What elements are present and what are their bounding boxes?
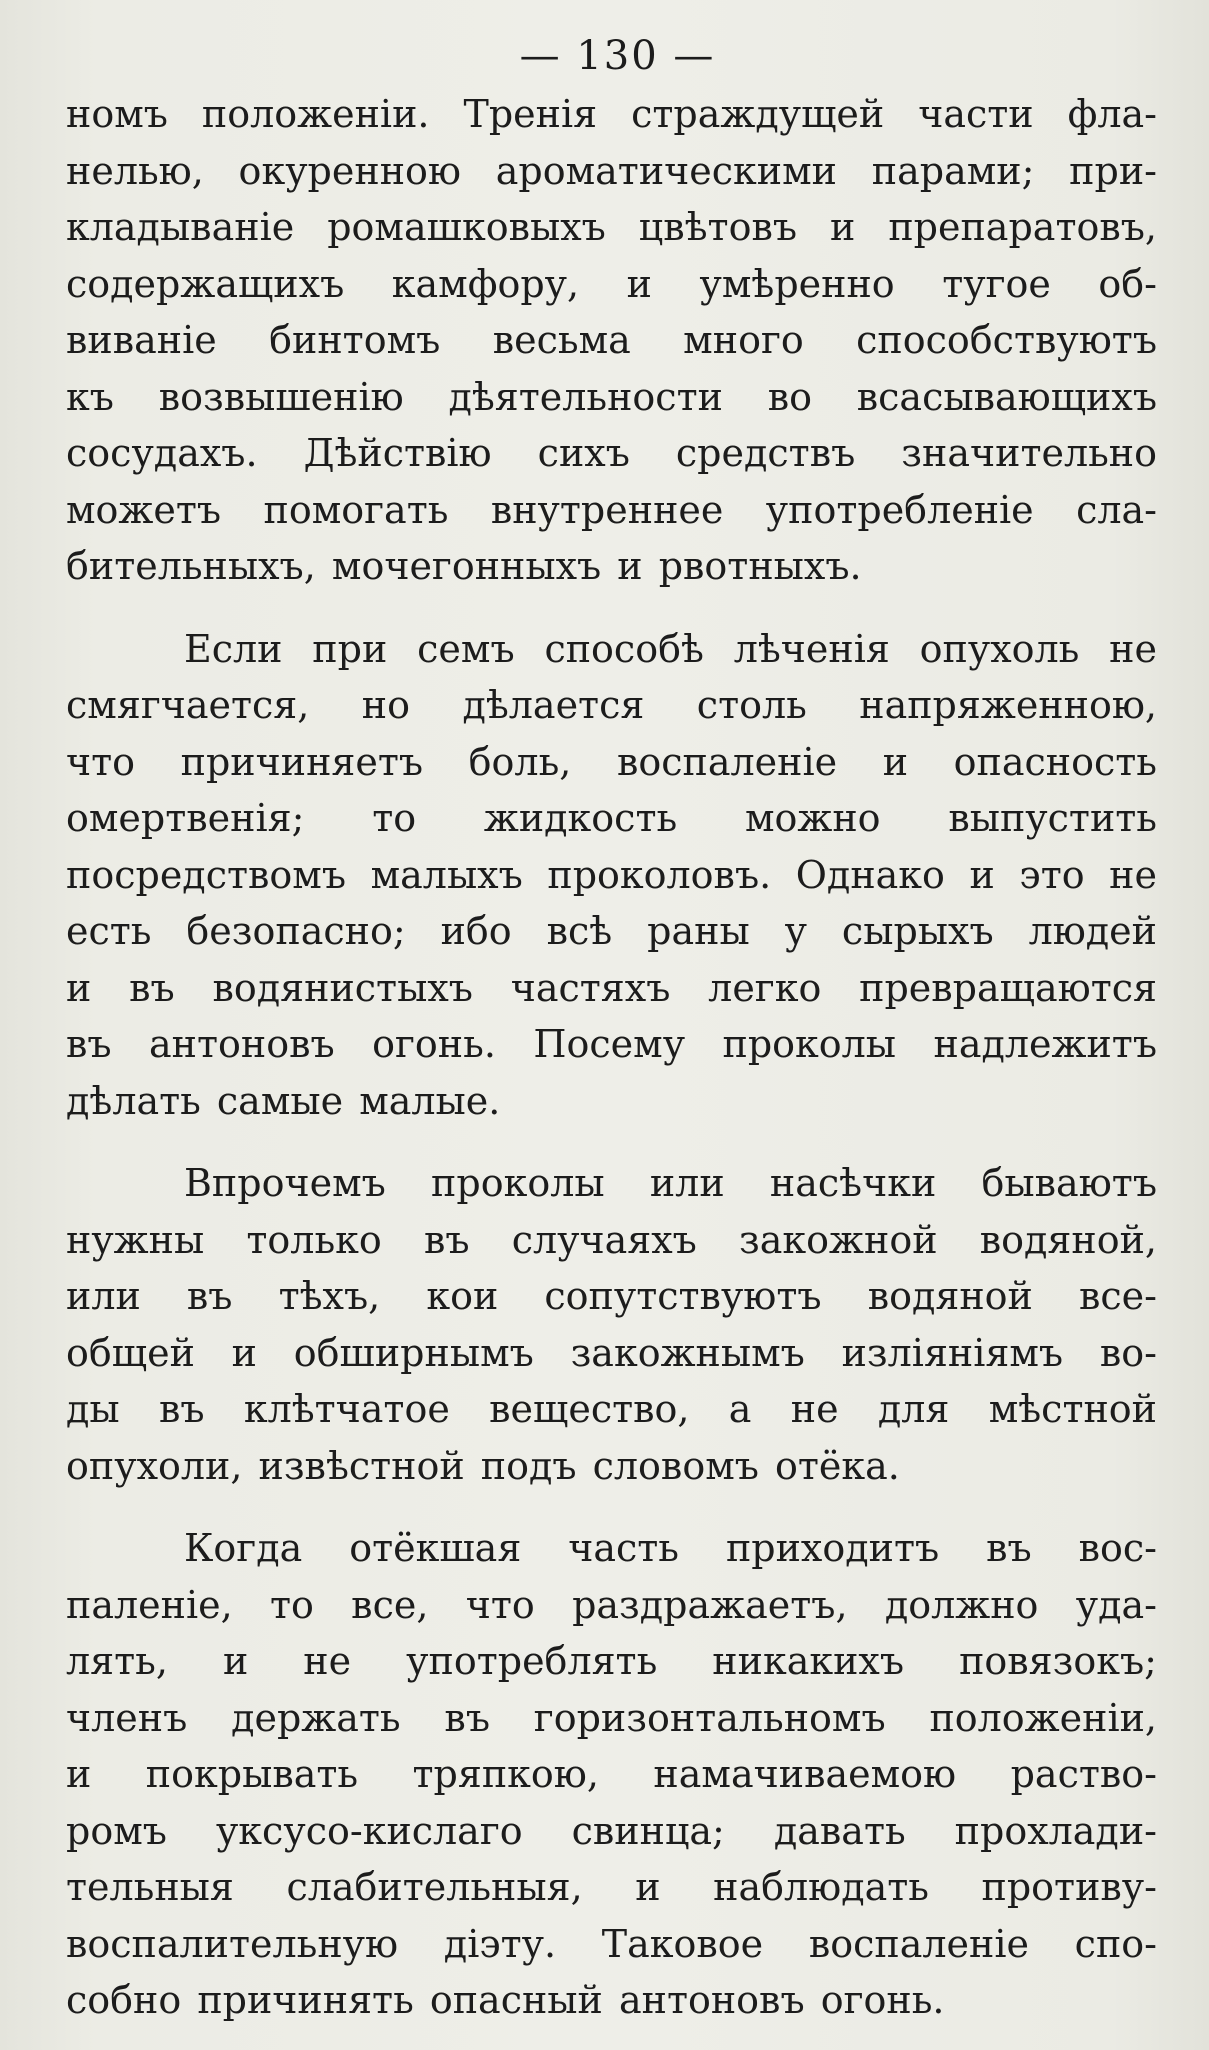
text-line: лять, и не употреблять никакихъ повязокъ; (66, 1639, 1157, 1683)
text-line: кладываніе ромашковыхъ цвѣтовъ и препаратовъ, (66, 205, 1157, 249)
paragraph-3 (66, 1155, 1157, 1494)
text-line: опухоли, извѣстной подъ словомъ отёка. (66, 1443, 900, 1488)
text-line: посредствомъ малыхъ проколовъ. Однако и это не (66, 852, 1157, 897)
text-line: смягчается, но дѣлается столь напряженною, (66, 683, 1157, 727)
text-line: есть безопасно; ибо всѣ раны у сырыхъ людей (66, 909, 1157, 953)
text-line: нелью, окуренною ароматическими парами; при- (66, 148, 1157, 193)
text-line: общей и обширнымъ закожнымъ изліяніямъ во- (66, 1330, 1157, 1375)
text-line: Если при семъ способѣ лѣченія опухоль не (184, 626, 1157, 671)
text-line: тельныя слабительныя, и наблюдать противу- (66, 1865, 1157, 1909)
text-line: виваніе бинтомъ весьма много способствуютъ (66, 318, 1157, 362)
text-line: Когда отёкшая часть приходитъ въ вос- (184, 1526, 1157, 1570)
text-line: содержащихъ камфору, и умѣренно тугое об- (66, 261, 1157, 306)
text-line: собно причинять опасный антоновъ огонь. (66, 1978, 945, 2022)
text-line: можетъ помогать внутреннее употребленіе сла- (66, 487, 1157, 532)
page-number: — 130 — (519, 33, 716, 79)
text-line: номъ положеніи. Тренія страждущей части фла- (66, 92, 1157, 136)
text-line: сосудахъ. Дѣйствію сихъ средствъ значительно (66, 431, 1157, 475)
text-line: дѣлать самые малые. (66, 1078, 501, 1123)
text-line: воспалительную діэту. Таковое воспаленіе спо- (66, 1921, 1157, 1966)
text-line: къ возвышенію дѣятельности во всасывающихъ (66, 374, 1157, 419)
text-line: паленіе, то все, что раздражаетъ, должно уда- (66, 1582, 1157, 1627)
text-line: въ антоновъ огонь. Посему проколы надлежитъ (66, 1022, 1157, 1066)
paragraph-2 (66, 621, 1157, 1130)
text-line: что причиняетъ боль, воспаленіе и опасность (66, 739, 1157, 784)
text-line: Впрочемъ проколы или насѣчки бываютъ (184, 1161, 1157, 1205)
text-line: ромъ уксусо-кислаго свинца; давать прохлади- (66, 1808, 1157, 1853)
paragraph-4 (66, 1520, 1157, 2029)
text-line: бительныхъ, мочегонныхъ и рвотныхъ. (66, 544, 862, 588)
text-line: членъ держать въ горизонтальномъ положеніи, (66, 1695, 1157, 1740)
paragraph-1 (66, 86, 1157, 595)
text-line: и въ водянистыхъ частяхъ легко превращаются (66, 965, 1157, 1010)
text-line: ды въ клѣтчатое вещество, а не для мѣстной (66, 1387, 1157, 1431)
text-line: и покрывать тряпкою, намачиваемою раство- (66, 1752, 1157, 1796)
text-line: нужны только въ случаяхъ закожной водяной, (66, 1217, 1157, 1262)
text-line: омертвенія; то жидкость можно выпустить (66, 796, 1157, 840)
text-line: или въ тѣхъ, кои сопутствуютъ водяной все- (66, 1274, 1157, 1318)
